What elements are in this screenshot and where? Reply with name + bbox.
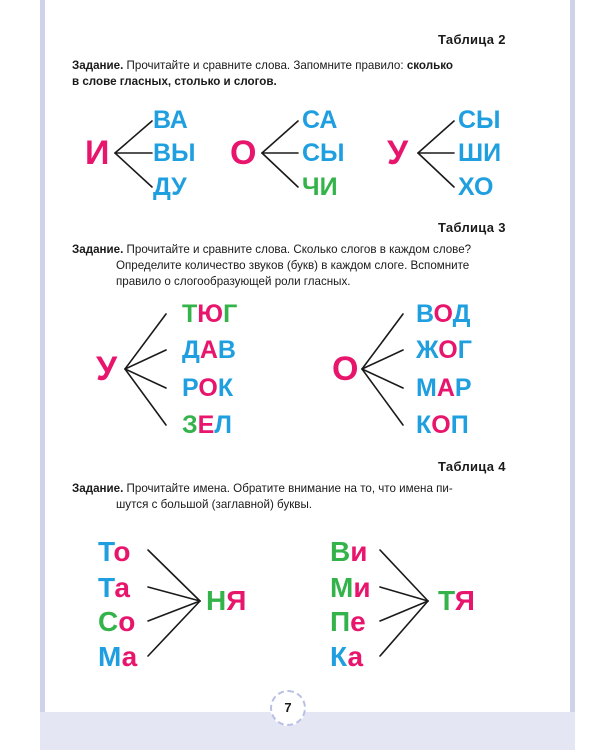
task-label: Задание. [72,59,124,72]
word [182,376,233,401]
vowel: Е [197,411,215,439]
consonant: Н [206,585,227,616]
consonant: Т [98,572,115,603]
task-text: Прочитайте и сравните слова. Сколько слогов в каждом слове? [123,243,472,256]
consonant: Г [223,300,238,328]
vowel: А [199,336,218,364]
vowel-letter: У [96,350,118,388]
table-2-title: Таблица 2 [438,32,506,47]
task-label: Задание. [72,482,124,495]
vowel: А [436,374,455,402]
consonant: К [330,641,348,672]
consonant: В [330,536,351,567]
consonant: В [416,300,434,328]
vowel: Ю [197,300,224,328]
task-text: шутся с большой (заглавной) буквы. [116,498,313,511]
task-text: Прочитайте имена. Обратите внимание на то, что имена пи- [123,482,453,495]
vowel: е [350,606,366,637]
name-syllable [98,538,130,566]
vowel: Я [454,585,475,616]
consonant: З [182,411,198,439]
vowel: а [114,572,130,603]
name-syllable [330,538,367,566]
syllable: СЫ [458,106,501,134]
name-ending [206,587,246,615]
syllable: ВЫ [153,139,196,167]
syllable: СЫ [302,139,345,167]
name-syllable [98,608,135,636]
vowel: О [431,411,451,439]
word [182,413,232,438]
consonant: М [416,374,437,402]
word [182,302,237,327]
consonant: М [98,641,122,672]
table-4-task [72,481,542,513]
vowel: а [121,641,138,672]
table-3-task [72,242,542,290]
vowel: Я [226,585,247,616]
task-bold: в слове гласных, столько и слогов. [72,75,277,88]
vowel: О [438,336,458,364]
name-ending [438,587,475,615]
table-3-title: Таблица 3 [438,220,506,235]
consonant: Г [457,336,472,364]
word [416,338,472,363]
task-text: Определите количество звуков (букв) в каждом слоге. Вспомните [116,259,470,272]
consonant: П [330,606,351,637]
name-syllable [98,643,137,671]
consonant: К [217,374,234,402]
word [416,413,469,438]
vowel-letter: И [85,134,110,172]
vowel: О [433,300,453,328]
consonant: Ж [416,336,439,364]
syllable: ЧИ [302,173,338,201]
task-text: Прочитайте и сравните слова. Запомните правило: [123,59,407,72]
name-syllable [330,574,371,602]
consonant: Д [182,336,200,364]
consonant: Т [182,300,198,328]
vowel: и [350,536,368,567]
task-label: Задание. [72,243,124,256]
consonant: Т [98,536,114,567]
task-text: правило о слогообразующей роли гласных. [116,275,351,288]
consonant: П [450,411,469,439]
consonant: С [98,606,119,637]
syllable: ДУ [153,173,187,201]
word [416,376,472,401]
task-bold: сколько [406,59,453,72]
word [416,302,470,327]
consonant: М [330,572,354,603]
syllable: ВА [153,106,188,134]
consonant: Р [182,374,199,402]
vowel: О [198,374,218,402]
name-syllable [98,574,130,602]
vowel: а [347,641,364,672]
page-number: 7 [270,690,306,726]
vowel: и [353,572,371,603]
name-syllable [330,608,366,636]
consonant: В [217,336,236,364]
vowel: о [113,536,131,567]
vowel-letter: О [230,134,257,172]
syllable: СА [302,106,338,134]
consonant: К [416,411,432,439]
consonant: Т [438,585,455,616]
table-4-title: Таблица 4 [438,459,506,474]
vowel-letter: У [387,134,409,172]
table-2-task [72,58,532,90]
word [182,338,236,363]
consonant: Л [214,411,232,439]
vowel-letter: О [332,350,359,388]
syllable: ШИ [458,139,502,167]
vowel: о [118,606,136,637]
syllable: ХО [458,173,494,201]
consonant: Д [452,300,471,328]
bottom-band [40,712,575,750]
name-syllable [330,643,363,671]
consonant: Р [454,374,472,402]
